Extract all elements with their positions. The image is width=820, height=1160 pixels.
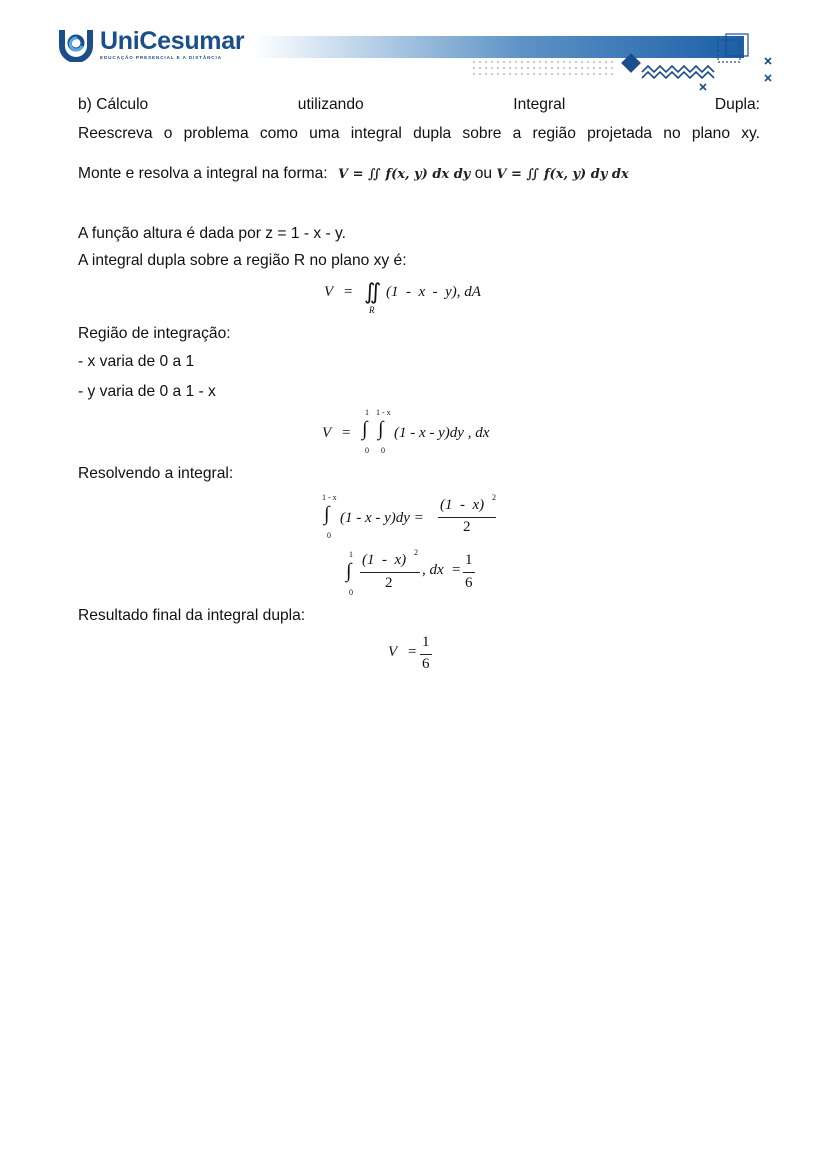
exponent: 2 bbox=[414, 548, 418, 557]
eq-region: R bbox=[369, 305, 375, 315]
integral-sign: ∫ bbox=[346, 560, 352, 582]
header-decoration bbox=[460, 32, 780, 100]
heading-word: utilizando bbox=[297, 96, 364, 113]
monte-label: Monte e resolva a integral na forma: bbox=[78, 165, 328, 182]
integral-sign: ∫ bbox=[378, 418, 384, 440]
eq-lhs: V bbox=[388, 644, 398, 660]
fraction-bar bbox=[463, 572, 475, 573]
result-numerator: 1 bbox=[465, 552, 473, 568]
inner-lower-limit: 0 bbox=[381, 446, 385, 455]
differential: , dx bbox=[422, 562, 444, 578]
equation-iterated-integral bbox=[322, 408, 542, 458]
equation-double-integral bbox=[324, 279, 524, 318]
double-integral-text: A integral dupla sobre a região R no plano xy é: bbox=[78, 252, 407, 269]
solving-title: Resolvendo a integral: bbox=[78, 465, 234, 482]
brand-name: UniCesumar bbox=[100, 27, 245, 55]
eq-equals: = bbox=[344, 284, 353, 300]
result-numerator: 1 bbox=[422, 634, 430, 650]
fraction-bar bbox=[360, 572, 420, 573]
monte-line bbox=[78, 165, 629, 183]
logo-mark-icon bbox=[58, 26, 96, 62]
eq-integrand: (1 - x - y), dA bbox=[386, 284, 481, 300]
fraction-numerator: (1 - x) bbox=[362, 552, 407, 568]
result-denominator: 6 bbox=[465, 575, 473, 591]
section-heading bbox=[78, 96, 760, 114]
integral-sign: ∫ bbox=[324, 503, 330, 525]
heading-word: b) Cálculo bbox=[78, 96, 149, 113]
outer-lower-limit: 0 bbox=[365, 446, 369, 455]
fraction-denominator: 2 bbox=[463, 519, 471, 535]
x-range: - x varia de 0 a 1 bbox=[78, 353, 195, 370]
fraction-bar bbox=[438, 517, 496, 518]
intro-paragraph: Reescreva o problema como uma integral dupla sobre a região projetada no plano xy. bbox=[78, 125, 760, 142]
upper-limit: 1 bbox=[349, 550, 353, 559]
eq-lhs: V bbox=[324, 284, 334, 300]
inner-upper-limit: 1 - x bbox=[376, 408, 391, 417]
fraction-bar bbox=[420, 654, 432, 655]
formula-dy-dx: V = ∬ f(x, y) dy dx bbox=[496, 167, 629, 182]
y-range: - y varia de 0 a 1 - x bbox=[78, 383, 216, 400]
fraction-denominator: 2 bbox=[385, 575, 393, 591]
eq-lhs: V bbox=[322, 425, 332, 441]
or-word: ou bbox=[474, 165, 493, 182]
double-integral-sign: ∬ bbox=[364, 279, 382, 304]
final-title: Resultado final da integral dupla: bbox=[78, 607, 306, 624]
unicesumar-logo bbox=[58, 26, 244, 62]
result-denominator: 6 bbox=[422, 656, 430, 672]
heading-word: Dupla: bbox=[714, 96, 760, 113]
lower-limit: 0 bbox=[349, 588, 353, 597]
exponent: 2 bbox=[492, 493, 496, 502]
eq-equals: = bbox=[452, 562, 461, 578]
upper-limit: 1 - x bbox=[322, 493, 337, 502]
equation-outer-result bbox=[344, 550, 504, 600]
outer-upper-limit: 1 bbox=[365, 408, 369, 417]
eq-equals: = bbox=[408, 644, 417, 660]
lower-limit: 0 bbox=[327, 531, 331, 540]
eq-equals: = bbox=[342, 425, 351, 441]
heading-word: Integral bbox=[513, 96, 566, 113]
eq-integrand: (1 - x - y)dy = bbox=[340, 510, 424, 526]
region-title: Região de integração: bbox=[78, 325, 231, 342]
equation-inner-result bbox=[320, 493, 520, 543]
equation-final bbox=[388, 634, 468, 678]
page-header bbox=[0, 0, 820, 100]
brand-tagline: EDUCAÇÃO PRESENCIAL E A DISTÂNCIA bbox=[100, 55, 222, 60]
eq-integrand: (1 - x - y)dy , dx bbox=[394, 425, 490, 441]
fraction-numerator: (1 - x) bbox=[440, 497, 485, 513]
formula-dx-dy: V = ∬ f(x, y) dx dy bbox=[337, 167, 471, 182]
height-function-text: A função altura é dada por z = 1 - x - y. bbox=[78, 225, 346, 242]
integral-sign: ∫ bbox=[362, 418, 368, 440]
